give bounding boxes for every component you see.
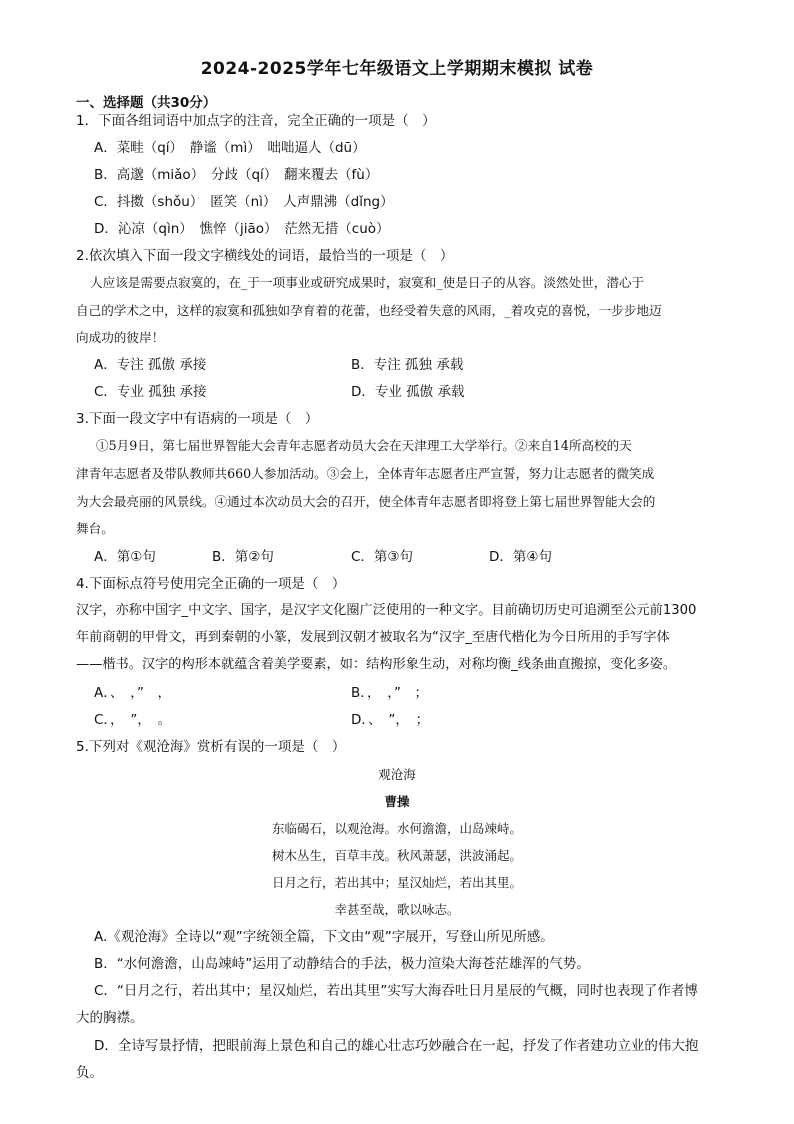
question-4-option-b: B．， ，” ；	[351, 685, 429, 701]
question-4-option-c: C．， ”， 。	[94, 712, 172, 728]
question-3-stem: 3.下面一段文字中有语病的一项是（ ）	[76, 411, 319, 427]
question-5-option-d-line-2: 负。	[76, 1065, 103, 1081]
question-3-option-c: C．第③句	[351, 549, 414, 565]
question-2-passage-line-3: 向成功的彼岸！	[76, 330, 165, 345]
question-2-option-c: C．专业 孤独 承接	[94, 384, 207, 400]
question-4-option-d: D．、 ”， ；	[351, 712, 430, 728]
question-2-stem: 2.依次填入下面一段文字横线处的词语，最恰当的一项是（ ）	[76, 248, 454, 264]
question-1-option-d: D．沁凉（qìn） 憔悴（jiāo） 茫然无措（cuò）	[94, 221, 390, 237]
question-2-passage-line-2: 自己的学术之中，这样的寂寞和孤独如孕育着的花蕾，也经受着失意的风雨，_着攻克的喜悦，一步步地迈	[76, 303, 662, 318]
question-4-passage-line-1: 汉字，亦称中国字_中文字、国字，是汉字文化圈广泛使用的一种文字。目前确切历史可追溯至公元前1300	[76, 603, 697, 618]
page-title: 2024-2025学年七年级语文上学期期末模拟 试卷	[200, 59, 594, 79]
question-5-stem: 5.下列对《观沧海》赏析有误的一项是（ ）	[76, 739, 346, 755]
question-1-stem: 1．下面各组词语中加点字的注音，完全正确的一项是（ ）	[76, 113, 436, 129]
question-3-passage-line-2: 津青年志愿者及带队教师共660人参加活动。③会上，全体青年志愿者庄严宣誓，努力让志愿者的微笑成	[76, 466, 655, 481]
question-3-option-d: D．第④句	[489, 549, 552, 565]
question-3-option-b: B．第②句	[212, 549, 274, 565]
question-4-option-a: A．、 ，” ，	[94, 685, 171, 701]
question-5-option-c-line-1: C．“日月之行，若出其中；星汉灿烂，若出其里”实写大海吞吐日月星辰的气概，同时也表现了作者博	[94, 983, 698, 999]
question-5-option-c-line-2: 大的胸襟。	[76, 1010, 144, 1026]
question-5-option-d-line-1: D．全诗写景抒情，把眼前海上景色和自己的雄心壮志巧妙融合在一起，抒发了作者建功立业的伟大抱	[94, 1038, 699, 1054]
question-1-option-a: A．菜畦（qí） 静谧（mì） 咄咄逼人（dū）	[94, 140, 366, 156]
question-2-passage-line-1: 人应该是需要点寂寞的，在_于一项事业或研究成果时，寂寞和_使是日子的从容。淡然处世，潜心于	[90, 275, 645, 290]
poem-line-2: 树木丛生，百草丰茂。秋风萧瑟，洪波涌起。	[271, 848, 522, 863]
question-1-option-b: B．高邈（miǎo） 分歧（qí） 翻来覆去（fù）	[94, 167, 379, 183]
question-4-stem: 4.下面标点符号使用完全正确的一项是（ ）	[76, 576, 346, 592]
poem-title: 观沧海	[378, 767, 416, 782]
question-3-passage-line-4: 舞台。	[76, 521, 114, 536]
question-4-passage-line-3: ——楷书。汉字的构形本就蕴含着美学要素，如：结构形象生动，对称均衡_线条曲直搬掠，变化多姿。	[76, 657, 677, 672]
poem-author: 曹操	[384, 794, 410, 809]
poem-line-1: 东临碣石，以观沧海。水何澹澹，山岛竦峙。	[271, 821, 522, 836]
poem-line-3: 日月之行，若出其中；星汉灿烂，若出其里。	[271, 875, 522, 890]
question-2-option-b: B．专注 孤独 承载	[351, 357, 464, 373]
question-2-option-a: A．专注 孤傲 承接	[94, 357, 207, 373]
question-1-option-c: C．抖擞（shǒu） 匿笑（nì） 人声鼎沸（dǐng）	[94, 194, 394, 210]
question-3-passage-line-1: ①5月9日，第七届世界智能大会青年志愿者动员大会在天津理工大学举行。②来自14所高校的天	[96, 438, 632, 453]
question-5-option-b: B．“水何澹澹，山岛竦峙”运用了动静结合的手法，极力渲染大海苍茫雄浑的气势。	[94, 956, 590, 972]
question-3-passage-line-3: 为大会最亮丽的风景线。④通过本次动员大会的召开，使全体青年志愿者即将登上第七届世界智能大会的	[76, 494, 656, 509]
section-heading: 一、选择题（共30分）	[76, 95, 217, 111]
question-3-option-a: A．第①句	[94, 549, 156, 565]
question-2-option-d: D．专业 孤傲 承载	[351, 384, 465, 400]
poem-line-4: 幸甚至哉，歌以咏志。	[334, 902, 460, 917]
question-4-passage-line-2: 年前商朝的甲骨文，再到秦朝的小篆，发展到汉朝才被取名为“汉字_至唐代楷化为今日所用的手写字体	[76, 630, 670, 645]
question-5-option-a: A.《观沧海》全诗以“观”字统领全篇，下文由“观”字展开，写登山所见所感。	[94, 929, 554, 945]
